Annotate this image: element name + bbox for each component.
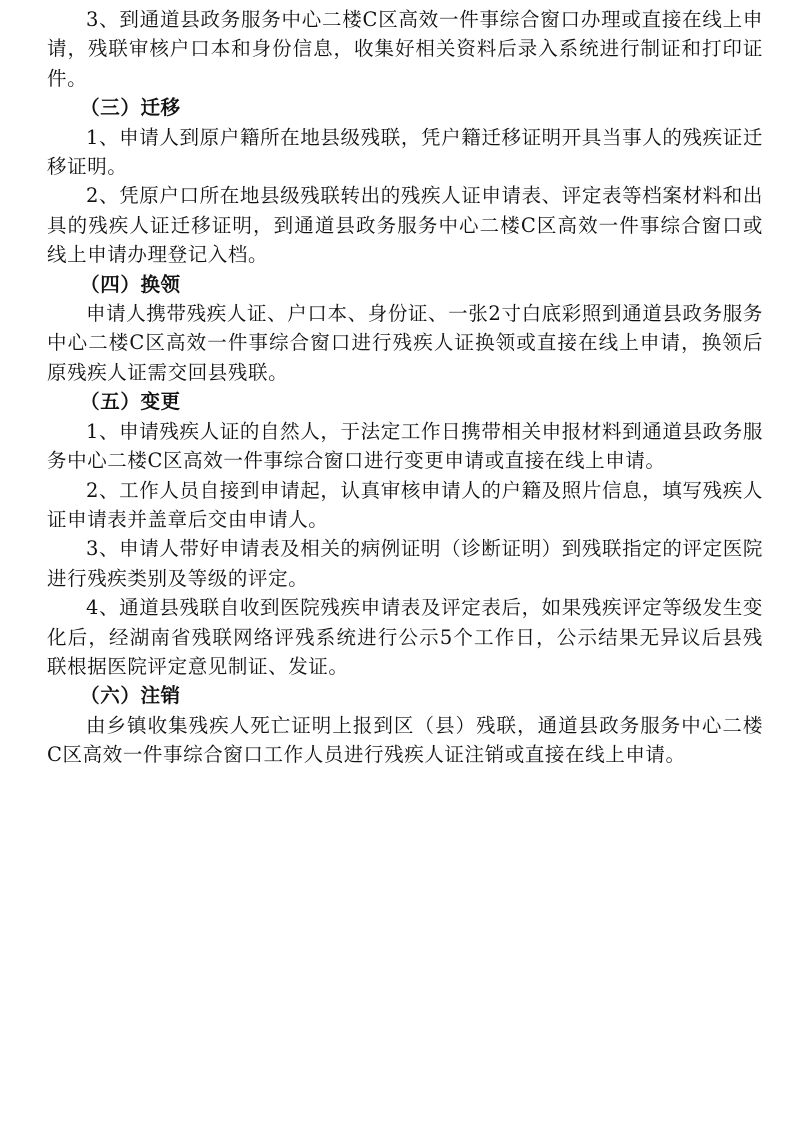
document-page	[47, 5, 763, 770]
paragraph-renewal: 申请人携带残疾人证、户口本、身份证、一张2寸白底彩照到通道县政务服务中心二楼C区高效一件事综合窗口进行残疾人证换领或直接在线上申请，换领后原残疾人证需交回县残联。	[47, 302, 763, 384]
paragraph-transfer-step-1: 1、申请人到原户籍所在地县级残联，凭户籍迁移证明开具当事人的残疾证迁移证明。	[47, 125, 763, 179]
section-heading-renewal: （四）换领	[80, 272, 181, 296]
section-heading-change: （五）变更	[80, 390, 181, 414]
paragraph-change-step-3: 3、申请人带好申请表及相关的病例证明（诊断证明）到残联指定的评定医院进行残疾类别及等级的评定。	[47, 537, 763, 590]
paragraph-change-step-2: 2、工作人员自接到申请起，认真审核申请人的户籍及照片信息，填写残疾人证申请表并盖章后交由申请人。	[47, 478, 763, 531]
section-heading-transfer: （三）迁移	[80, 96, 181, 120]
paragraph-change-step-4: 4、通道县残联自收到医院残疾申请表及评定表后，如果残疾评定等级发生变化后，经湖南省残联网络评残系统进行公示5个工作日，公示结果无异议后县残联根据医院评定意见制证、发证。	[47, 596, 763, 678]
paragraph-transfer-step-2: 2、凭原户口所在地县级残联转出的残疾人证申请表、评定表等档案材料和出具的残疾人证迁移证明，到通道县政务服务中心二楼C区高效一件事综合窗口或线上申请办理登记入档。	[47, 184, 763, 267]
paragraph-cancellation: 由乡镇收集残疾人死亡证明上报到区（县）残联，通道县政务服务中心二楼C区高效一件事综合窗口工作人员进行残疾人证注销或直接在线上申请。	[47, 713, 763, 767]
paragraph-window-application: 3、到通道县政务服务中心二楼C区高效一件事综合窗口办理或直接在线上申请，残联审核户口本和身份信息，收集好相关资料后录入系统进行制证和打印证件。	[47, 8, 763, 90]
section-heading-cancellation: （六）注销	[80, 684, 181, 708]
paragraph-change-step-1: 1、申请残疾人证的自然人，于法定工作日携带相关申报材料到通道县政务服务中心二楼C区高效一件事综合窗口进行变更申请或直接在线上申请。	[47, 419, 763, 473]
